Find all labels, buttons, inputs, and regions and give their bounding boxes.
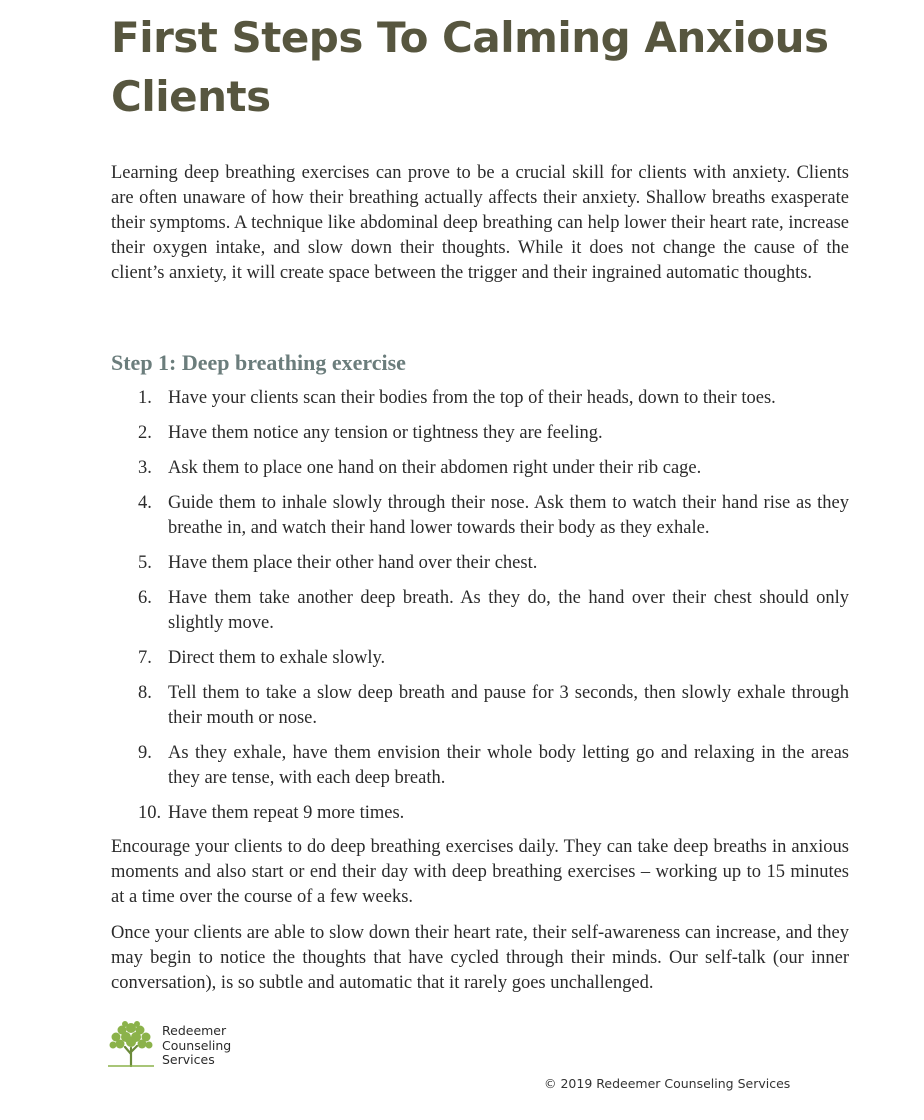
- tree-icon: [104, 1018, 158, 1070]
- step-text: Have them notice any tension or tightness they are feeling.: [168, 423, 603, 443]
- list-item: [111, 741, 849, 791]
- step-text: Have them take another deep breath. As they do, the hand over their chest should only slightly move.: [168, 588, 849, 633]
- step-text: Ask them to place one hand on their abdomen right under their rib cage.: [168, 458, 702, 478]
- self-talk-paragraph: Once your clients are able to slow down their heart rate, their self-awareness can increase, and they may begin to notice the thoughts that have cycled through their minds. Our self-talk (our inner conversation), is so subtle and automatic that it rarely goes unchallenged.: [111, 923, 849, 993]
- list-item: [111, 421, 849, 446]
- company-logo: [104, 1018, 244, 1072]
- encourage-paragraph: Encourage your clients to do deep breathing exercises daily. They can take deep breaths in anxious moments and also start or end their day with deep breathing exercises – working up to 15 minutes at a time over the course of a few weeks.: [111, 837, 849, 907]
- step-text: Guide them to inhale slowly through their nose. Ask them to watch their hand rise as they breathe in, and watch their hand lower towards their body as they exhale.: [168, 493, 849, 538]
- list-item: [111, 456, 849, 481]
- intro-paragraph: Learning deep breathing exercises can prove to be a crucial skill for clients with anxiety. Clients are often unaware of how their breathing actually affects their anxiety. Shallow breaths exasperate their symptoms. A technique like abdominal deep breathing can help lower their heart rate, increase their oxygen intake, and slow down their thoughts. While it does not change the cause of the client’s anxiety, it will create space between the trigger and their ingrained automatic thoughts.: [111, 163, 849, 283]
- page-title: First Steps To Calming Anxious Clients: [111, 13, 829, 121]
- step-number: 3.: [138, 458, 152, 478]
- step-number: 6.: [138, 588, 152, 608]
- list-item: [111, 586, 849, 636]
- logo-wordmark: [162, 1024, 231, 1068]
- step-number: 1.: [138, 388, 152, 408]
- step-number: 9.: [138, 743, 152, 763]
- step-number: 4.: [138, 493, 152, 513]
- list-item: [111, 551, 849, 576]
- list-item: [111, 646, 849, 671]
- step-number: 2.: [138, 423, 152, 443]
- copyright-notice: © 2019 Redeemer Counseling Services: [544, 1076, 791, 1091]
- step-text: Tell them to take a slow deep breath and pause for 3 seconds, then slowly exhale through their mouth or nose.: [168, 683, 849, 728]
- logo-line: Services: [162, 1052, 215, 1067]
- list-item: [111, 681, 849, 731]
- step-number: 7.: [138, 648, 152, 668]
- step-text: Have them place their other hand over their chest.: [168, 553, 538, 573]
- step-text: Have your clients scan their bodies from the top of their heads, down to their toes.: [168, 388, 776, 408]
- step-text: Have them repeat 9 more times.: [168, 803, 405, 823]
- steps-list: [111, 386, 849, 836]
- logo-line: Counseling: [162, 1037, 232, 1053]
- step-number: 10.: [138, 803, 162, 823]
- list-item: [111, 801, 849, 826]
- step-number: 8.: [138, 683, 152, 703]
- logo-line: Redeemer: [162, 1023, 227, 1038]
- list-item: [111, 386, 849, 411]
- step-text: As they exhale, have them envision their whole body letting go and relaxing in the areas they are tense, with each deep breath.: [168, 743, 849, 788]
- step-number: 5.: [138, 553, 152, 573]
- step-text: Direct them to exhale slowly.: [168, 648, 386, 668]
- step-heading: Step 1: Deep breathing exercise: [111, 350, 406, 375]
- list-item: [111, 491, 849, 541]
